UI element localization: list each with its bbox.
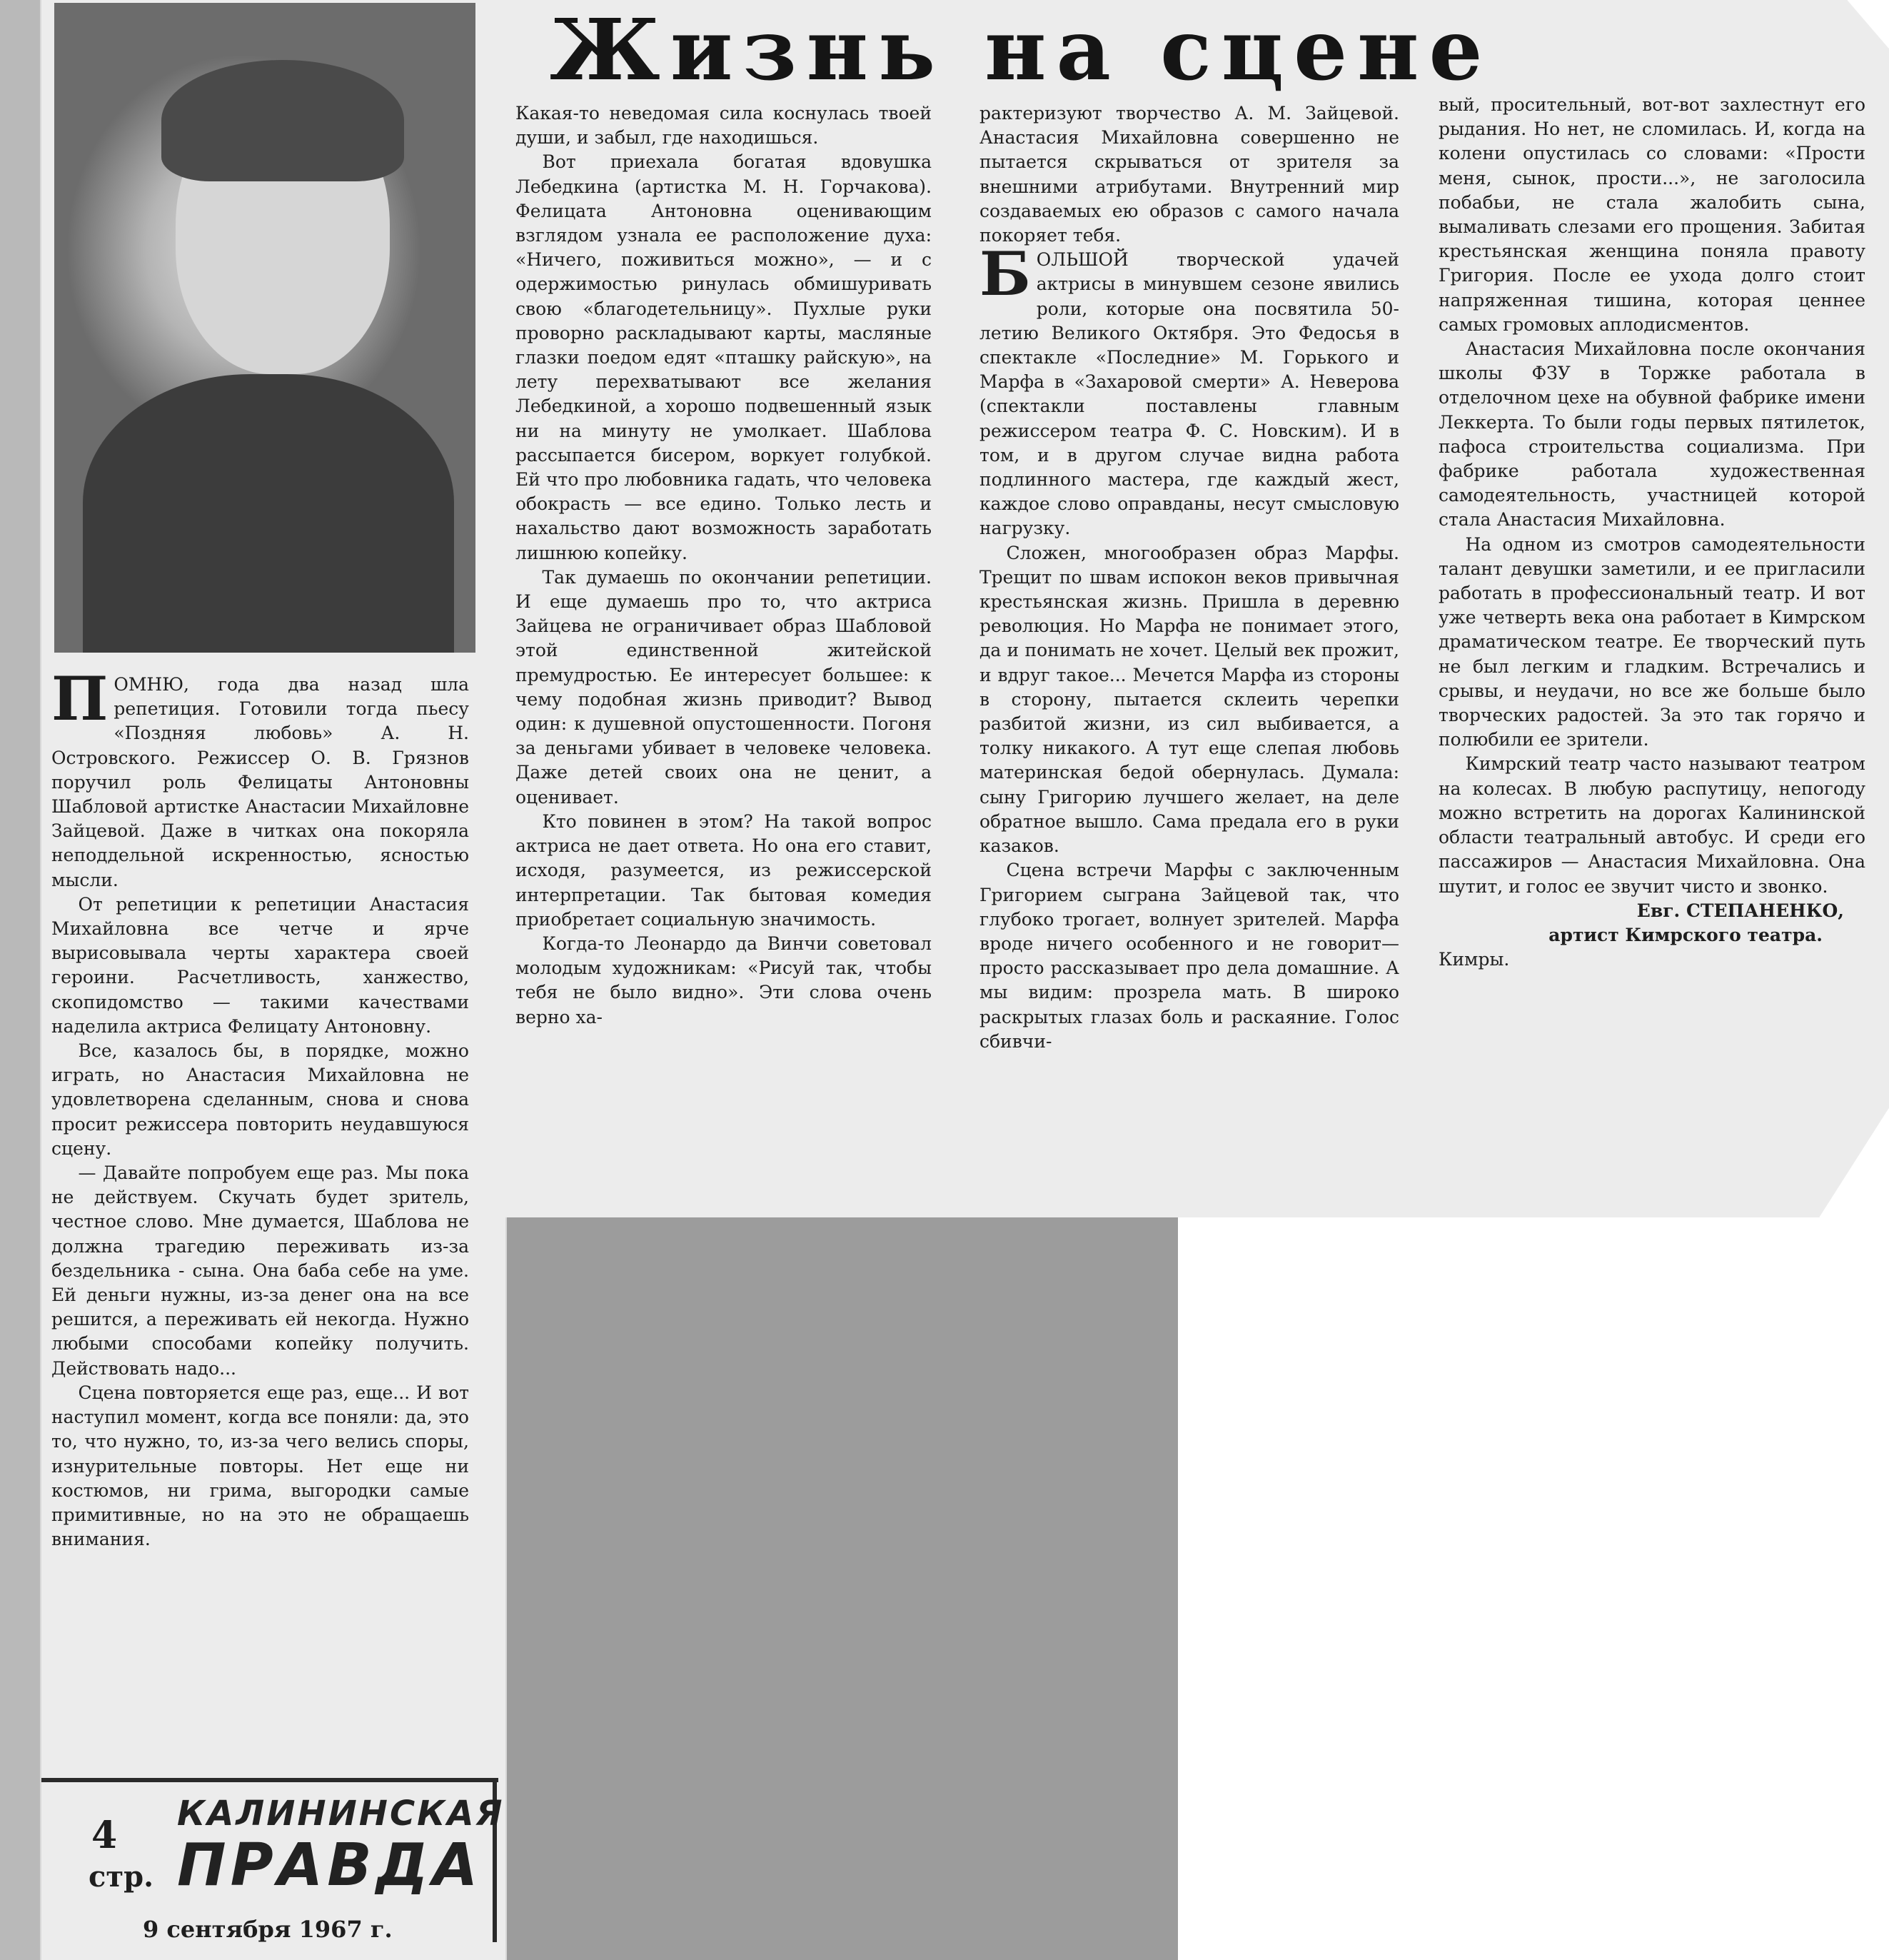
paragraph — [515, 150, 932, 565]
article-column-4 — [1439, 93, 1865, 1192]
paragraph-text: Какая-то неведомая сила коснулась твоей души, и забыл, где находишься. — [515, 103, 932, 149]
article-column-1 — [51, 673, 469, 1744]
paragraph-text: ОМНЮ, года два назад шла репетиция. Готовили тогда пьесу «Поздняя любовь» А. Н. Островского. Режиссер О. В. Грязнов поручил роль Фелицаты Антоновны Шабловой артистке Анастасии Михайловне Зайцевой. Даже в читках она покоряла неподдельной искренностью, ясностью мысли. — [51, 674, 469, 890]
masthead-title: ПРАВДА — [177, 1831, 483, 1899]
paragraph-text: Вот приехала богатая вдовушка Лебедкина (артистка М. Н. Горчакова). Фелицата Антоновна оценивающим взглядом узнала ее расположение духа: «Ничего, поживиться можно», — и с одержимостью ринулась обмишуривать свою «благодетельницу». Пухлые руки проворно раскладывают карты, масляные глазки поедом едят «пташку райскую», на лету перехватывают все желания Лебедкиной, а хорошо подвешенный язык ни на минуту не умолкает. Шаблова рассыпается бисером, воркует голубкой. Ей что про любовника гадать, что человека обокрасть — все едино. Только лесть и нахальство дают возможность заработать лишнюю копейку. — [515, 151, 932, 563]
paragraph — [515, 101, 932, 150]
page-abbreviation: стр. — [89, 1860, 154, 1894]
paragraph-text: Когда-то Леонардо да Винчи советовал молодым художникам: «Рисуй так, чтобы тебя не было видно». Эти слова очень верно ха- — [515, 933, 932, 1027]
drop-cap: Б — [979, 238, 1031, 310]
paragraph — [1439, 93, 1865, 337]
paragraph — [51, 1161, 469, 1381]
paragraph-text: Кто повинен в этом? На такой вопрос актриса не дает ответа. Но она его ставит, исходя, разумеется, из режиссерской интерпретации. Так бытовая комедия приобретает социальную значимость. — [515, 810, 932, 930]
paragraph — [1439, 752, 1865, 898]
article-column-2 — [515, 101, 932, 1187]
paragraph-text: — Давайте попробуем еще раз. Мы пока не действуем. Скучать будет зритель, честное слово. Мне думается, Шаблова не должна трагедию переживать из-за бездельника - сына. Она баба себе на уме. Ей деньги нужны, из-за денег она на все решится, а переживать ей некогда. Нужно любыми способами копейку получить. Действовать надо... — [51, 1162, 469, 1379]
paragraph — [51, 673, 469, 893]
article-column-3 — [979, 101, 1399, 1187]
paragraph-text: ОЛЬШОЙ творческой удачей актрисы в минувшем сезоне явились роли, которые она посвятила 50-летию Великого Октября. Это Федосья в спектакле «Последние» М. Горького и Марфа в «Захаровой смерти» А. Неверова (спектакли поставлены главным режиссером театра Ф. С. Новским). И в том, и в другом случае видна работа подлинного мастера, где каждый жест, каждое слово оправданы, несут смысловую нагрузку. — [979, 249, 1399, 539]
page-number: 4 — [91, 1814, 118, 1857]
paragraph-text: На одном из смотров самодеятельности талант девушки заметили, и ее пригласили работать в профессиональный театр. И вот уже четверть века она работает в Кимрском драматическом театре. Ее творческий путь не был легким и гладким. Встречались и срывы, и неудачи, но все же больше было творческих радостей. За это так горячо и полюбили ее зрители. — [1439, 533, 1865, 750]
column-4-body — [1439, 93, 1865, 899]
paragraph-text: Так думаешь по окончании репетиции. И еще думаешь про то, что актриса Зайцева не ограничивает образ Шабловой этой единственной житейской премудростью. Ее интересует большее: к чему подобная жизнь приводит? Вывод один: к душевной опустошенности. Погоня за деньгами убивает в человеке человека. Даже детей своих она не ценит, а оценивает. — [515, 566, 932, 808]
paragraph — [515, 932, 932, 1030]
paragraph — [515, 566, 932, 810]
paragraph-text: Кимрский театр часто называют театром на колесах. В любую распутицу, непогоду можно встретить на дорогах Калининской области театральный автобус. И среди его пассажиров — Анастасия Михайловна. Она шутит, и голос ее звучит чисто и звонко. — [1439, 753, 1865, 897]
paragraph — [979, 101, 1399, 248]
paragraph-text: Анастасия Михайловна после окончания школы ФЗУ в Торжке работала в отделочном цехе на обувной фабрике имени Леккерта. То были годы первых пятилеток, пафоса строительства социализма. При фабрике работала художественная самодеятельность, участницей которой стала Анастасия Михайловна. — [1439, 338, 1865, 531]
paragraph-text: рактеризуют творчество А. М. Зайцевой. Анастасия Михайловна совершенно не пытается скрываться от зрителя за внешними атрибутами. Внутренний мир создаваемых ею образов с самого начала покоряет тебя. — [979, 103, 1399, 246]
paragraph-text: Сложен, многообразен образ Марфы. Трещит по швам испокон веков привычная крестьянская жизнь. Пришла в деревню революция. Но Марфа не понимает этого, да и понимать не хочет. Целый век прожит, и вдруг такое... Мечется Марфа из стороны в сторону, пытается склеить черепки разбитой жизни, из сил выбивается, а толку никакого. А тут еще слепая любовь материнская бедой обернулась. Думала: сыну Григорию лучшего желает, на деле обратное вышло. Сама предала его в руки казаков. — [979, 542, 1399, 857]
paragraph — [1439, 533, 1865, 753]
paragraph-text: Все, казалось бы, в порядке, можно играть, но Анастасия Михайловна не удовлетворена сделанным, снова и снова просит режиссера повторить неудавшуюся сцену. — [51, 1040, 469, 1159]
publication-date: 9 сентября 1967 г. — [143, 1916, 393, 1943]
portrait-body — [83, 374, 454, 653]
paragraph — [979, 238, 1399, 541]
paragraph — [51, 1381, 469, 1552]
scanner-bed-area — [496, 1210, 1178, 1960]
paragraph-text: Сцена повторяется еще раз, еще... И вот наступил момент, когда все поняли: да, это то, что нужно, то, из-за чего велись споры, изнурительные повторы. Нет еще ни костюмов, ни грима, выгородки самые примитивные, но на это не обращаешь внимания. — [51, 1382, 469, 1550]
masthead-region: КАЛИНИНСКАЯ — [177, 1794, 505, 1834]
paragraph — [515, 810, 932, 932]
article-headline: Жизнь на сцене — [550, 0, 1493, 99]
paragraph — [1439, 337, 1865, 533]
paragraph — [979, 858, 1399, 1054]
author-role: артист Кимрского театра. — [1548, 924, 1823, 945]
portrait-photo — [54, 3, 475, 653]
paragraph — [51, 893, 469, 1039]
paragraph-text: Сцена встречи Марфы с заключенным Григорием сыграна Зайцевой так, что глубоко трогает, волнует зрителей. Марфа вроде ничего особенного и не говорит—просто рассказывает про дела домашние. А мы видим: прозрела мать. В широко раскрытых глазах боль и раскаяние. Голос сбивчи- — [979, 860, 1399, 1052]
drop-cap: П — [51, 673, 109, 734]
footer-rule-horizontal — [41, 1778, 498, 1782]
paragraph-text: От репетиции к репетиции Анастасия Михайловна все четче и ярче вырисовывала черты характера своей героини. Расчетливость, ханжество, скопидомство — такими качествами наделила актриса Фелицату Антоновну. — [51, 893, 469, 1037]
author-name: Евг. СТЕПАНЕНКО, — [1636, 900, 1844, 921]
paragraph-text: вый, просительный, вот-вот захлестнут его рыдания. Но нет, не сломилась. И, когда на колени опустилась со словами: «Прости меня, сынок, прости...», не заголосила побабьи, не стала жалобить сына, вымаливать слезами его прощения. Забитая крестьянская женщина поняла правоту Григория. После ее ухода долго стоит напряженная тишина, которая ценнее самых громовых аплодисментов. — [1439, 94, 1865, 335]
paragraph — [979, 541, 1399, 859]
paragraph — [51, 1039, 469, 1161]
author-city: Кимры. — [1439, 949, 1510, 970]
portrait-hair — [161, 60, 404, 181]
scanner-edge-left — [0, 0, 44, 1960]
